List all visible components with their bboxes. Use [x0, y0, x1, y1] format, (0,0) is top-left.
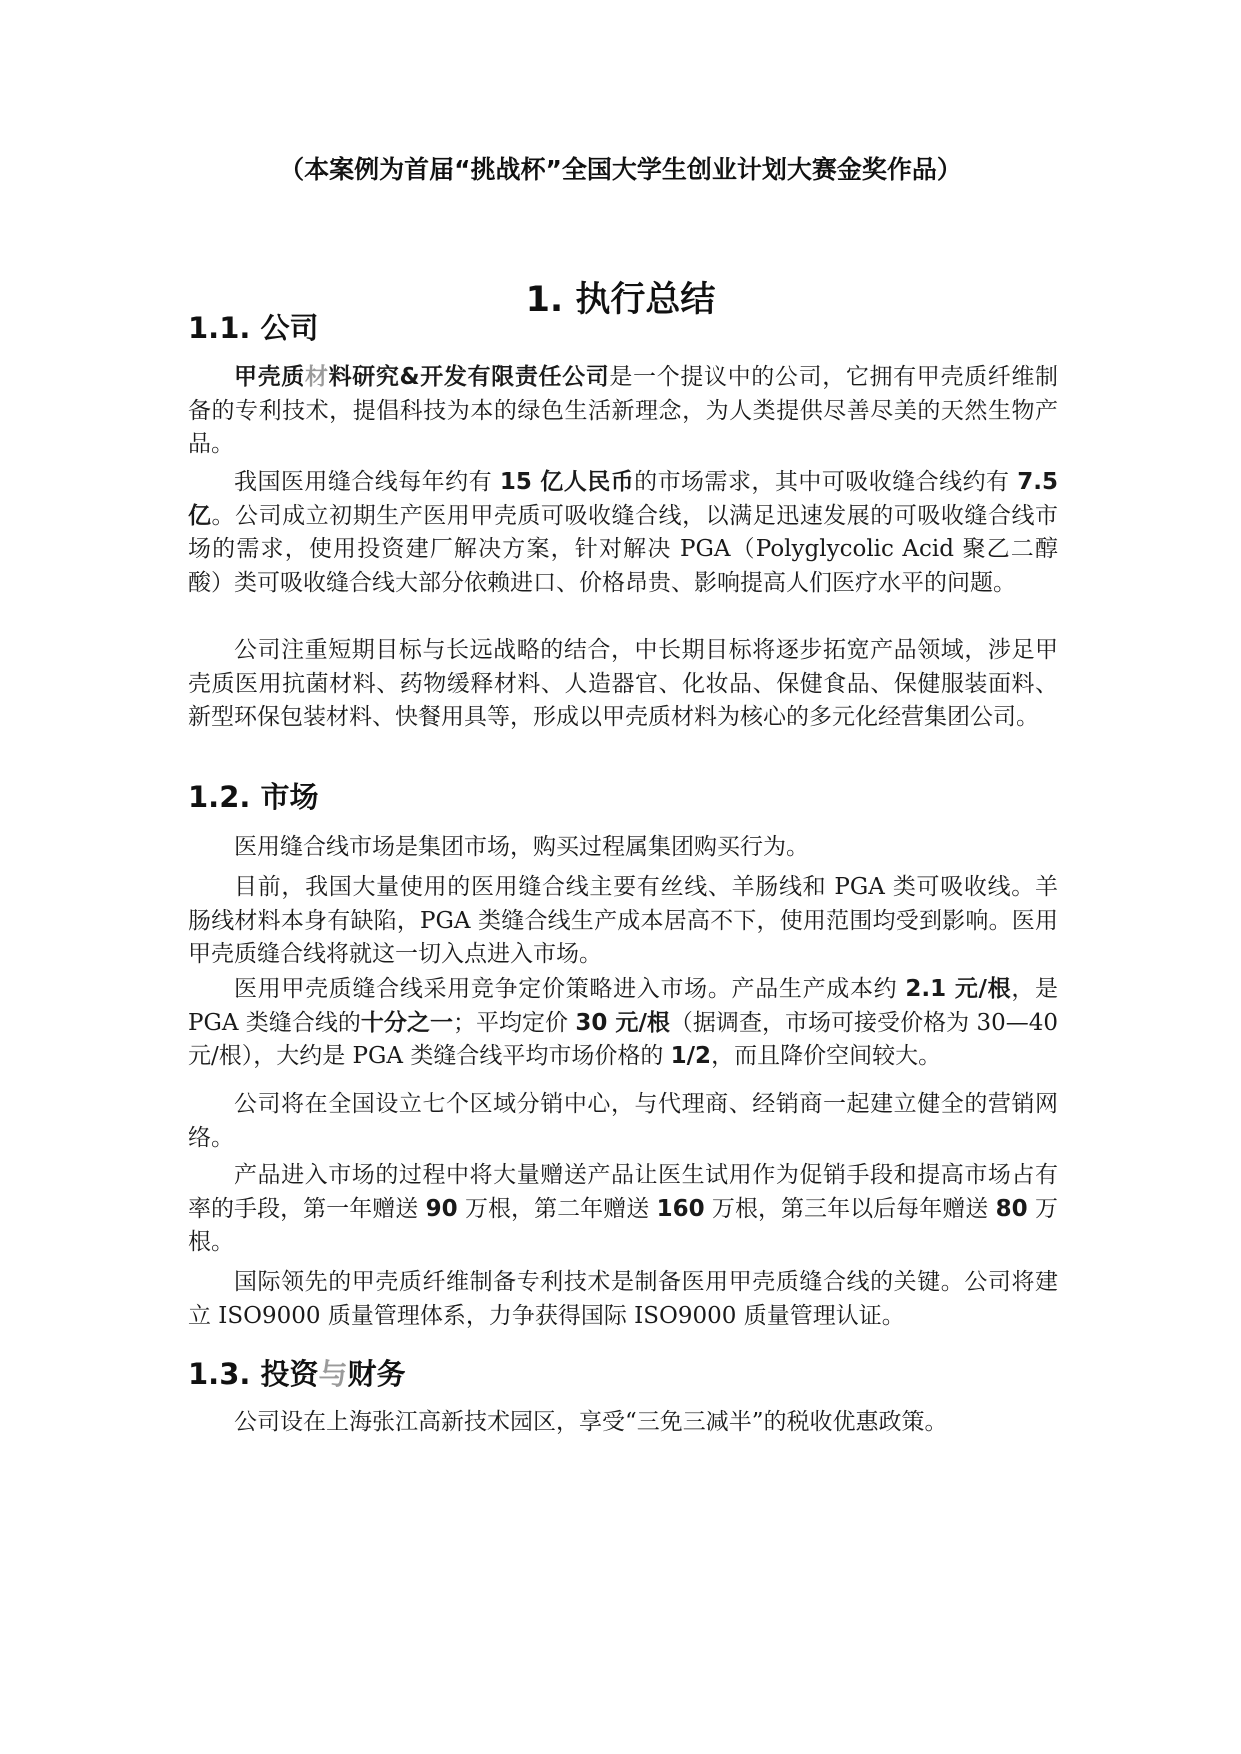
paragraph-text: 的市场需求，其中可吸收缝合线约有 [634, 469, 1018, 495]
section-heading-market: 1.2. 市场 [188, 780, 319, 814]
paragraph-text: ，而且降价空间较大。 [711, 1043, 942, 1069]
company-name-part: 料研究&开发有限责任公司 [328, 364, 610, 390]
company-paragraph-3: 公司注重短期目标与长远战略的结合，中长期目标将逐步拓宽产品领域，涉足甲壳质医用抗菌材料、药物缓释材料、人造器官、化妆品、保健食品、保健服装面料、新型环保包装材料、快餐用具等，形成以甲壳质材料为核心的多元化经营集团公司。 [188, 637, 1058, 730]
paragraph-text: 万根。 [188, 1195, 1058, 1255]
market-paragraph-3 [188, 973, 1058, 1074]
company-paragraph-1 [188, 361, 1058, 462]
bold-figure: 160 [656, 1195, 705, 1222]
bold-figure: 15 亿人民币 [499, 469, 635, 495]
market-paragraph-1: 医用缝合线市场是集团市场，购买过程属集团购买行为。 [234, 834, 809, 860]
company-name-gray-char: 材 [304, 364, 329, 390]
bold-figure: 30 元/根 [575, 1009, 670, 1036]
bold-figure: 1/2 [670, 1043, 712, 1069]
bold-figure: 2.1 元/根 [905, 976, 1012, 1002]
chapter-title: 1. 执行总结 [525, 280, 716, 320]
paragraph-text: 我国医用缝合线每年约有 [234, 469, 500, 495]
paragraph-text: 医用甲壳质缝合线采用竞争定价策略进入市场。产品生产成本约 [234, 976, 906, 1002]
heading-part: 1.3. 投资 [188, 1357, 319, 1391]
company-name-part: 甲壳质 [234, 364, 305, 390]
bold-figure: 7.5 亿 [188, 469, 1059, 529]
paragraph-text: 万根，第三年以后每年赠送 [704, 1195, 996, 1222]
market-paragraph-4: 公司将在全国设立七个区域分销中心，与代理商、经销商一起建立健全的营销网络。 [188, 1091, 1058, 1151]
section-heading-finance [188, 1352, 406, 1393]
paragraph-text: ，是 PGA 类缝合线的 [188, 976, 1059, 1036]
bold-figure: 十分之一 [360, 1009, 453, 1036]
section-heading-company: 1.1. 公司 [188, 311, 319, 345]
market-paragraph-2: 目前，我国大量使用的医用缝合线主要有丝线、羊肠线和 PGA 类可吸收线。羊肠线材料本身有缺陷，PGA 类缝合线生产成本居高不下，使用范围均受到影响。医用甲壳质缝合线将就这一切入点进入市场。 [188, 874, 1058, 967]
bold-figure: 90 [425, 1195, 458, 1222]
paragraph-text: （据调查，市场可接受价格为 30—40 元/根），大约是 PGA 类缝合线平均市场价格的 [188, 1009, 1058, 1069]
paragraph-text: 。公司成立初期生产医用甲壳质可吸收缝合线，以满足迅速发展的可吸收缝合线市场的需求，使用投资建厂解决方案，针对解决 PGA（Polyglycolic Acid 聚乙二醇酸）类可吸收缝合线大部分依赖进口、价格昂贵、影响提高人们医疗水平的问题。 [188, 502, 1059, 596]
paragraph-text: 万根，第二年赠送 [457, 1195, 657, 1222]
paragraph-text: 是一个提议中的公司，它拥有甲壳质纤维制备的专利技术，提倡科技为本的绿色生活新理念，为人类提供尽善尽美的天然生物产品。 [188, 364, 1059, 457]
market-paragraph-5 [188, 1159, 1058, 1260]
paragraph-text: ；平均定价 [452, 1009, 576, 1036]
bold-figure: 80 [995, 1195, 1028, 1222]
finance-paragraph-1: 公司设在上海张江高新技术园区，享受“三免三减半”的税收优惠政策。 [234, 1409, 948, 1435]
company-paragraph-2 [188, 466, 1058, 600]
award-note: （本案例为首届“挑战杯”全国大学生创业计划大赛金奖作品） [279, 155, 962, 184]
heading-part: 财务 [347, 1357, 406, 1391]
market-paragraph-6: 国际领先的甲壳质纤维制备专利技术是制备医用甲壳质缝合线的关键。公司将建立 ISO9000 质量管理体系，力争获得国际 ISO9000 质量管理认证。 [188, 1269, 1058, 1329]
paragraph-text: 产品进入市场的过程中将大量赠送产品让医生试用作为促销手段和提高市场占有率的手段，第一年赠送 [188, 1162, 1058, 1222]
heading-gray-char: 与 [318, 1357, 348, 1391]
